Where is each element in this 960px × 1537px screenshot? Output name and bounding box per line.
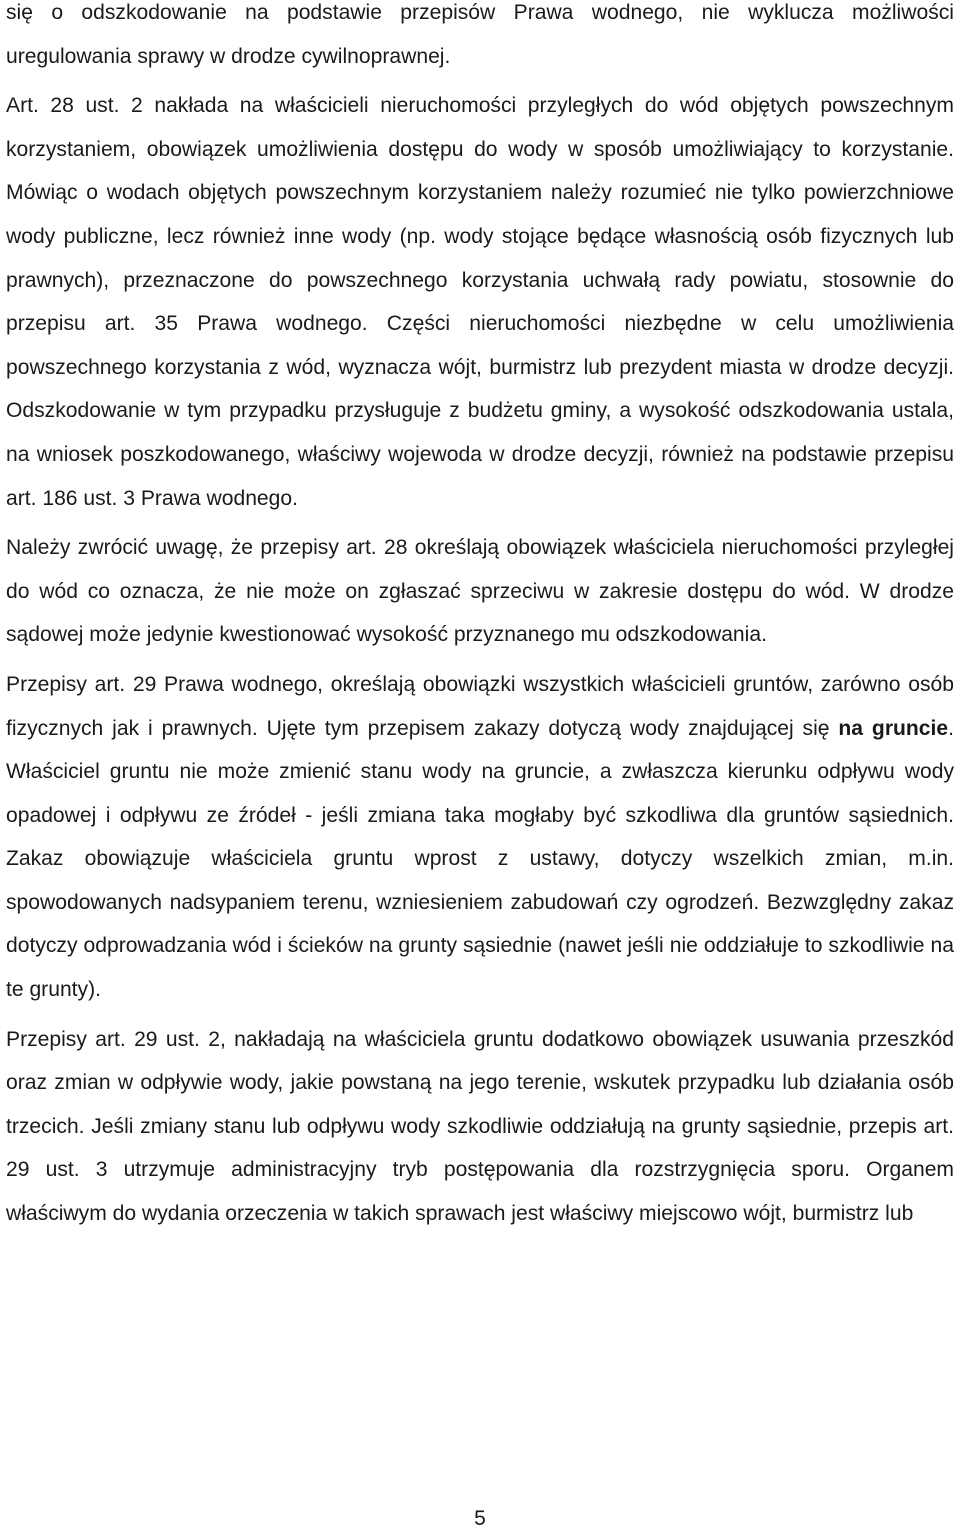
paragraph-art-28-ust-2: Art. 28 ust. 2 nakłada na właścicieli nieruchomości przyległych do wód objętych powszechnym korzystaniem, obowiązek umożliwienia dostępu do wody w sposób umożliwiający to korzystanie. Mówiąc o wodach objętych powszechnym korzystaniem należy rozumieć nie tylko powierzchniowe wody publiczne, lecz również inne wody (np. wody stojące będące własnością osób fizycznych lub prawnych), przeznaczone do powszechnego korzystania uchwałą rady powiatu, stosownie do przepisu art. 35 Prawa wodnego. Części nieruchomości niezbędne w celu umożliwienia powszechnego korzystania z wód, wyznacza wójt, burmistrz lub prezydent miasta w drodze decyzji. Odszkodowanie w tym przypadku przysługuje z budżetu gminy, a wysokość odszkodowania ustala, na wniosek poszkodowanego, właściwy wojewoda w drodze decyzji, również na podstawie przepisu art. 186 ust. 3 Prawa wodnego. — [6, 94, 954, 510]
bold-phrase-na-gruncie: na gruncie — [838, 716, 949, 740]
paragraph-art-28-note: Należy zwrócić uwagę, że przepisy art. 28 określają obowiązek właściciela nieruchomości przyległej do wód co oznacza, że nie może on zgłaszać sprzeciwu w zakresie dostępu do wód. W drodze sądowej może jedynie kwestionować wysokość przyznanego mu odszkodowania. — [6, 536, 954, 647]
paragraph-art-29-end: . Właściciel gruntu nie może zmienić stanu wody na gruncie, a zwłaszcza kierunku odpływu wody opadowej i odpływu ze źródeł - jeśli zmiana taka mogłaby być szkodliwa dla gruntów sąsiednich. Zakaz obowiązuje właściciela gruntu wprost z ustawy, dotyczy wszelkich zmian, m.in. spowodowanych nadsypaniem terenu, wzniesieniem zabudowań czy ogrodzeń. Bezwzględny zakaz dotyczy odprowadzania wód i ścieków na grunty sąsiednie (nawet jeśli nie oddziałuje to szkodliwie na te grunty). — [6, 716, 954, 1002]
paragraph-continuation: się o odszkodowanie na podstawie przepisów Prawa wodnego, nie wyklucza możliwości uregulowania sprawy w drodze cywilnoprawnej. — [6, 1, 954, 68]
paragraph-art-29-start: Przepisy art. 29 Prawa wodnego, określają obowiązki wszystkich właścicieli gruntów, zarówno osób fizycznych jak i prawnych. Ujęte tym przepisem zakazy dotyczą wody znajdującej się — [6, 672, 954, 740]
paragraph-art-29 — [6, 663, 954, 1012]
document-page — [6, 0, 954, 1236]
page-number: 5 — [474, 1507, 486, 1530]
paragraph-art-29-ust-2: Przepisy art. 29 ust. 2, nakładają na właściciela gruntu dodatkowo obowiązek usuwania przeszkód oraz zmian w odpływie wody, jakie powstaną na jego terenie, wskutek przypadku lub działania osób trzecich. Jeśli zmiany stanu lub odpływu wody szkodliwie oddziałują na grunty sąsiednie, przepis art. 29 ust. 3 utrzymuje administracyjny tryb postępowania dla rozstrzygnięcia sporu. Organem właściwym do wydania orzeczenia w takich sprawach jest właściwy miejscowo wójt, burmistrz lub — [6, 1027, 954, 1226]
